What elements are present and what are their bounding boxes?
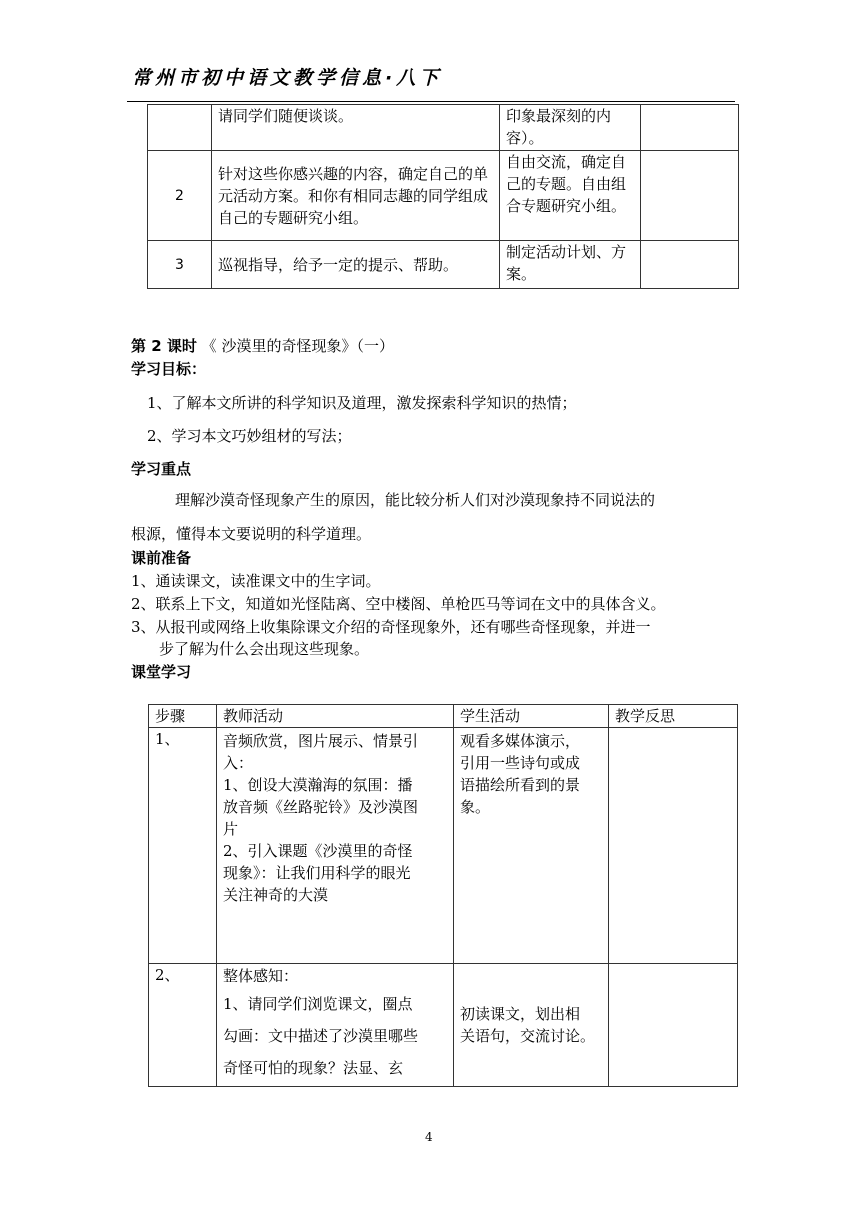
text-line: 入： xyxy=(223,754,254,772)
teacher-activity-cell: 请同学们随便谈谈。 xyxy=(212,105,500,151)
reflection-cell xyxy=(641,241,739,289)
reflection-cell xyxy=(641,151,739,241)
text-line: 关注神奇的大漠 xyxy=(223,886,329,904)
reflection-cell xyxy=(609,728,738,964)
objective-item: 1、了解本文所讲的科学知识及道理，激发探索科学知识的热情； xyxy=(147,394,577,412)
teacher-activity-cell xyxy=(217,728,454,964)
prep-item: 2、联系上下文，知道如光怪陆离、空中楼阁、单枪匹马等词在文中的具体含义。 xyxy=(131,595,666,613)
table-row xyxy=(149,728,738,964)
lesson-number: 第 2 课时 xyxy=(131,337,197,355)
lesson-title xyxy=(131,335,394,357)
step-cell xyxy=(148,105,212,151)
text-line: 音频欣赏，图片展示、情景引 xyxy=(223,732,419,750)
table-row xyxy=(149,964,738,1087)
table-row xyxy=(148,105,739,151)
lesson-name: 《 沙漠里的奇怪现象》（一） xyxy=(201,337,394,355)
text-line: 语描绘所看到的景 xyxy=(460,776,581,794)
header-step: 步骤 xyxy=(149,705,217,728)
text-line: 初读课文，划出相 xyxy=(460,1005,581,1023)
step-cell: 2 xyxy=(148,151,212,241)
table-row xyxy=(148,151,739,241)
student-activity-cell xyxy=(454,964,609,1087)
text-line: 现象》：让我们用科学的眼光 xyxy=(223,864,411,882)
text-line: 奇怪可怕的现象？法显、玄 xyxy=(223,1059,404,1077)
focus-text-line: 理解沙漠奇怪现象产生的原因，能比较分析人们对沙漠现象持不同说法的 xyxy=(175,491,656,509)
student-activity-cell xyxy=(454,728,609,964)
teacher-activity-cell: 针对这些你感兴趣的内容，确定自己的单元活动方案。和你有相同志趣的同学组成自己的专题研究小组。 xyxy=(212,151,500,241)
page-header-title: 常州市初中语文教学信息·八下 xyxy=(132,67,443,89)
text-line: 观看多媒体演示， xyxy=(460,732,581,750)
prep-item: 3、从报刊或网络上收集除课文介绍的奇怪现象外，还有哪些奇怪现象，并进一 xyxy=(131,618,651,636)
prep-heading: 课前准备 xyxy=(131,549,192,567)
objective-item: 2、学习本文巧妙组材的写法； xyxy=(147,427,352,445)
student-activity-cell: 制定活动计划、方案。 xyxy=(500,241,641,289)
lesson-steps-table xyxy=(148,704,738,1087)
prep-item-continued: 步了解为什么会出现这些现象。 xyxy=(159,640,370,658)
prep-item: 1、通读课文，读准课文中的生字词。 xyxy=(131,572,381,590)
text-line: 象。 xyxy=(460,798,491,816)
student-activity-cell: 印象最深刻的内容）。 xyxy=(500,105,641,151)
step-cell: 1、 xyxy=(149,728,217,964)
table-row xyxy=(148,241,739,289)
reflection-cell xyxy=(641,105,739,151)
reflection-cell xyxy=(609,964,738,1087)
header-rule xyxy=(127,101,735,102)
text-line: 勾画：文中描述了沙漠里哪些 xyxy=(223,1027,419,1045)
step-cell: 2、 xyxy=(149,964,217,1087)
text-line: 关语句，交流讨论。 xyxy=(460,1027,596,1045)
text-line: 片 xyxy=(223,820,239,838)
text-line: 1、请同学们浏览课文，圈点 xyxy=(223,995,413,1013)
header-teacher: 教师活动 xyxy=(217,705,454,728)
text-line: 1、创设大漠瀚海的氛围：播 xyxy=(223,776,413,794)
teacher-activity-cell xyxy=(217,964,454,1087)
text-line: 引用一些诗句或成 xyxy=(460,754,581,772)
activity-table-continued xyxy=(147,104,739,289)
focus-heading: 学习重点 xyxy=(131,460,192,478)
table-header-row xyxy=(149,705,738,728)
text-line: 2、引入课题《沙漠里的奇怪 xyxy=(223,842,413,860)
page-number: 4 xyxy=(425,1130,433,1144)
text-line: 放音频《丝路驼铃》及沙漠图 xyxy=(223,798,419,816)
objectives-heading: 学习目标： xyxy=(131,360,207,378)
student-activity-cell: 自由交流，确定自己的专题。自由组合专题研究小组。 xyxy=(500,151,641,241)
header-reflection: 教学反思 xyxy=(609,705,738,728)
header-student: 学生活动 xyxy=(454,705,609,728)
focus-text-line: 根源，懂得本文要说明的科学道理。 xyxy=(131,525,372,543)
teacher-activity-cell: 巡视指导，给予一定的提示、帮助。 xyxy=(212,241,500,289)
step-cell: 3 xyxy=(148,241,212,289)
text-line: 整体感知： xyxy=(223,967,299,985)
class-heading: 课堂学习 xyxy=(131,663,192,681)
